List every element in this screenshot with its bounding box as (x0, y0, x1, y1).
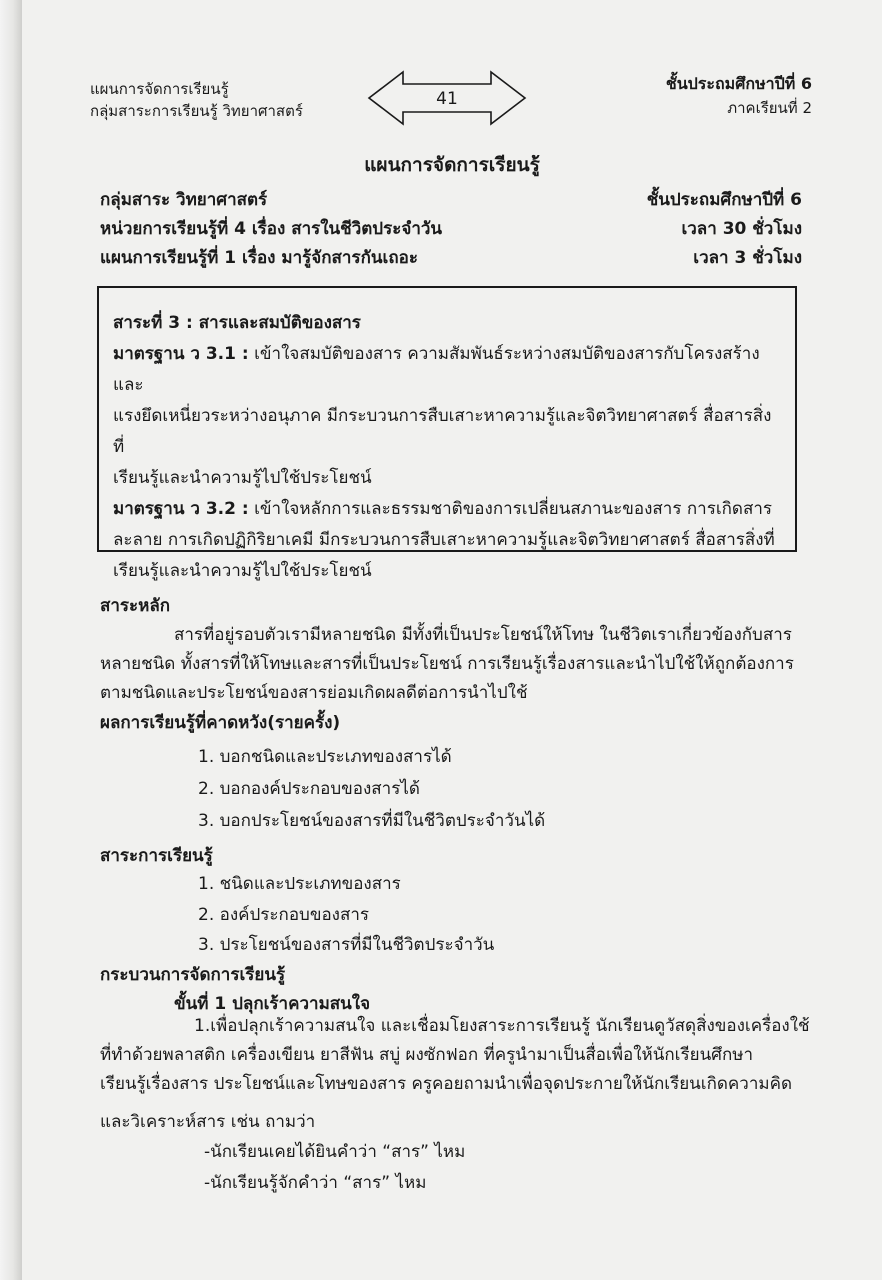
process-line-2: ที่ทำด้วยพลาสติก เครื่องเขียน ยาสีฟัน สบู่ ผงซักฟอก ที่ครูนำมาเป็นสื่อเพื่อให้นักเรียนศึกษา (100, 1045, 754, 1065)
meta-unit-time: เวลา 30 ชั่วโมง (681, 219, 802, 239)
standard-2-line-2: ละลาย การเกิดปฏิกิริยาเคมี มีกระบวนการสืบเสาะหาความรู้และจิตวิทยาศาสตร์ สื่อสารสิ่งที่ (113, 530, 775, 550)
content-heading: สาระการเรียนรู้ (100, 846, 213, 866)
header-semester: ภาคเรียนที่ 2 (727, 99, 812, 117)
core-line-1: สารที่อยู่รอบตัวเรามีหลายชนิด มีทั้งที่เป็นประโยชน์ให้โทษ ในชีวิตเราเกี่ยวข้องกับสาร (174, 625, 792, 645)
standard-1-line-3: เรียนรู้และนำความรู้ไปใช้ประโยชน์ (113, 468, 372, 488)
process-step-1: ขั้นที่ 1 ปลุกเร้าความสนใจ (174, 994, 371, 1014)
process-line-3: เรียนรู้เรื่องสาร ประโยชน์และโทษของสาร ครูคอยถามนำเพื่อจุดประกายให้นักเรียนเกิดความคิด (100, 1074, 793, 1094)
meta-subject: กลุ่มสาระ วิทยาศาสตร์ (100, 190, 268, 210)
core-heading: สาระหลัก (100, 596, 171, 616)
page-title: แผนการจัดการเรียนรู้ (364, 154, 540, 176)
standard-2-line-1 (113, 494, 781, 525)
meta-row-subject (100, 186, 802, 213)
standards-box (97, 286, 797, 581)
outcome-item: 2. บอกองค์ประกอบของสารได้ (198, 779, 420, 799)
meta-plan: แผนการเรียนรู้ที่ 1 เรื่อง มารู้จักสารกันเถอะ (100, 248, 418, 268)
book-gutter (0, 0, 22, 1280)
process-question-2: -นักเรียนรู้จักคำว่า “สาร” ไหม (204, 1173, 427, 1193)
content-item: 1. ชนิดและประเภทของสาร (198, 874, 401, 894)
process-line-1: 1.เพื่อปลุกเร้าความสนใจ และเชื่อมโยงสาระการเรียนรู้ นักเรียนดูวัสดุสิ่งของเครื่องใช้ (194, 1016, 810, 1036)
standard-1-text: เข้าใจสมบัติของสาร ความสัมพันธ์ระหว่างสมบัติของสารกับโครงสร้างและ (113, 344, 760, 395)
page-number-arrow (367, 68, 527, 128)
standard-2-line-3: เรียนรู้และนำความรู้ไปใช้ประโยชน์ (113, 561, 372, 581)
content-item: 3. ประโยชน์ของสารที่มีในชีวิตประจำวัน (198, 935, 495, 955)
meta-plan-time: เวลา 3 ชั่วโมง (693, 248, 802, 268)
outcomes-heading: ผลการเรียนรู้ที่คาดหวัง(รายครั้ง) (100, 713, 341, 733)
header-left (90, 78, 303, 122)
header-subject-label: กลุ่มสาระการเรียนรู้ วิทยาศาสตร์ (90, 102, 303, 120)
meta-unit: หน่วยการเรียนรู้ที่ 4 เรื่อง สารในชีวิตประจำวัน (100, 219, 443, 239)
document-page (22, 0, 882, 1280)
core-line-3: ตามชนิดและประโยชน์ของสารย่อมเกิดผลดีต่อการนำไปใช้ (100, 683, 528, 703)
standard-1-line-2: แรงยึดเหนี่ยวระหว่างอนุภาค มีกระบวนการสืบเสาะหาความรู้และจิตวิทยาศาสตร์ สื่อสารสิ่งที่ (113, 406, 772, 457)
strand-title: สาระที่ 3 : สารและสมบัติของสาร (113, 313, 361, 333)
process-question-1: -นักเรียนเคยได้ยินคำว่า “สาร” ไหม (204, 1142, 466, 1162)
meta-row-plan (100, 244, 802, 271)
outcome-item: 1. บอกชนิดและประเภทของสารได้ (198, 747, 452, 767)
meta-grade: ชั้นประถมศึกษาปีที่ 6 (646, 190, 802, 210)
header-plan-label: แผนการจัดการเรียนรู้ (90, 80, 229, 98)
outcome-item: 3. บอกประโยชน์ของสารที่มีในชีวิตประจำวันได้ (198, 811, 546, 831)
standard-2-label: มาตรฐาน ว 3.2 : (113, 499, 249, 519)
process-line-4: และวิเคราะห์สาร เช่น ถามว่า (100, 1112, 316, 1132)
meta-row-unit (100, 215, 802, 242)
header-right (666, 72, 812, 120)
process-heading: กระบวนการจัดการเรียนรู้ (100, 965, 286, 985)
page-number: 41 (436, 89, 458, 109)
standard-2-text: เข้าใจหลักการและธรรมชาติของการเปลี่ยนสภานะของสาร การเกิดสาร (248, 499, 773, 519)
header-grade: ชั้นประถมศึกษาปีที่ 6 (665, 74, 812, 93)
content-item: 2. องค์ประกอบของสาร (198, 905, 370, 925)
standard-1-line-1 (113, 339, 781, 401)
standard-1-label: มาตรฐาน ว 3.1 : (113, 344, 249, 364)
core-line-2: หลายชนิด ทั้งสารที่ให้โทษและสารที่เป็นประโยชน์ การเรียนรู้เรื่องสารและนำไปใช้ให้ถูกต้องการ (100, 654, 794, 674)
